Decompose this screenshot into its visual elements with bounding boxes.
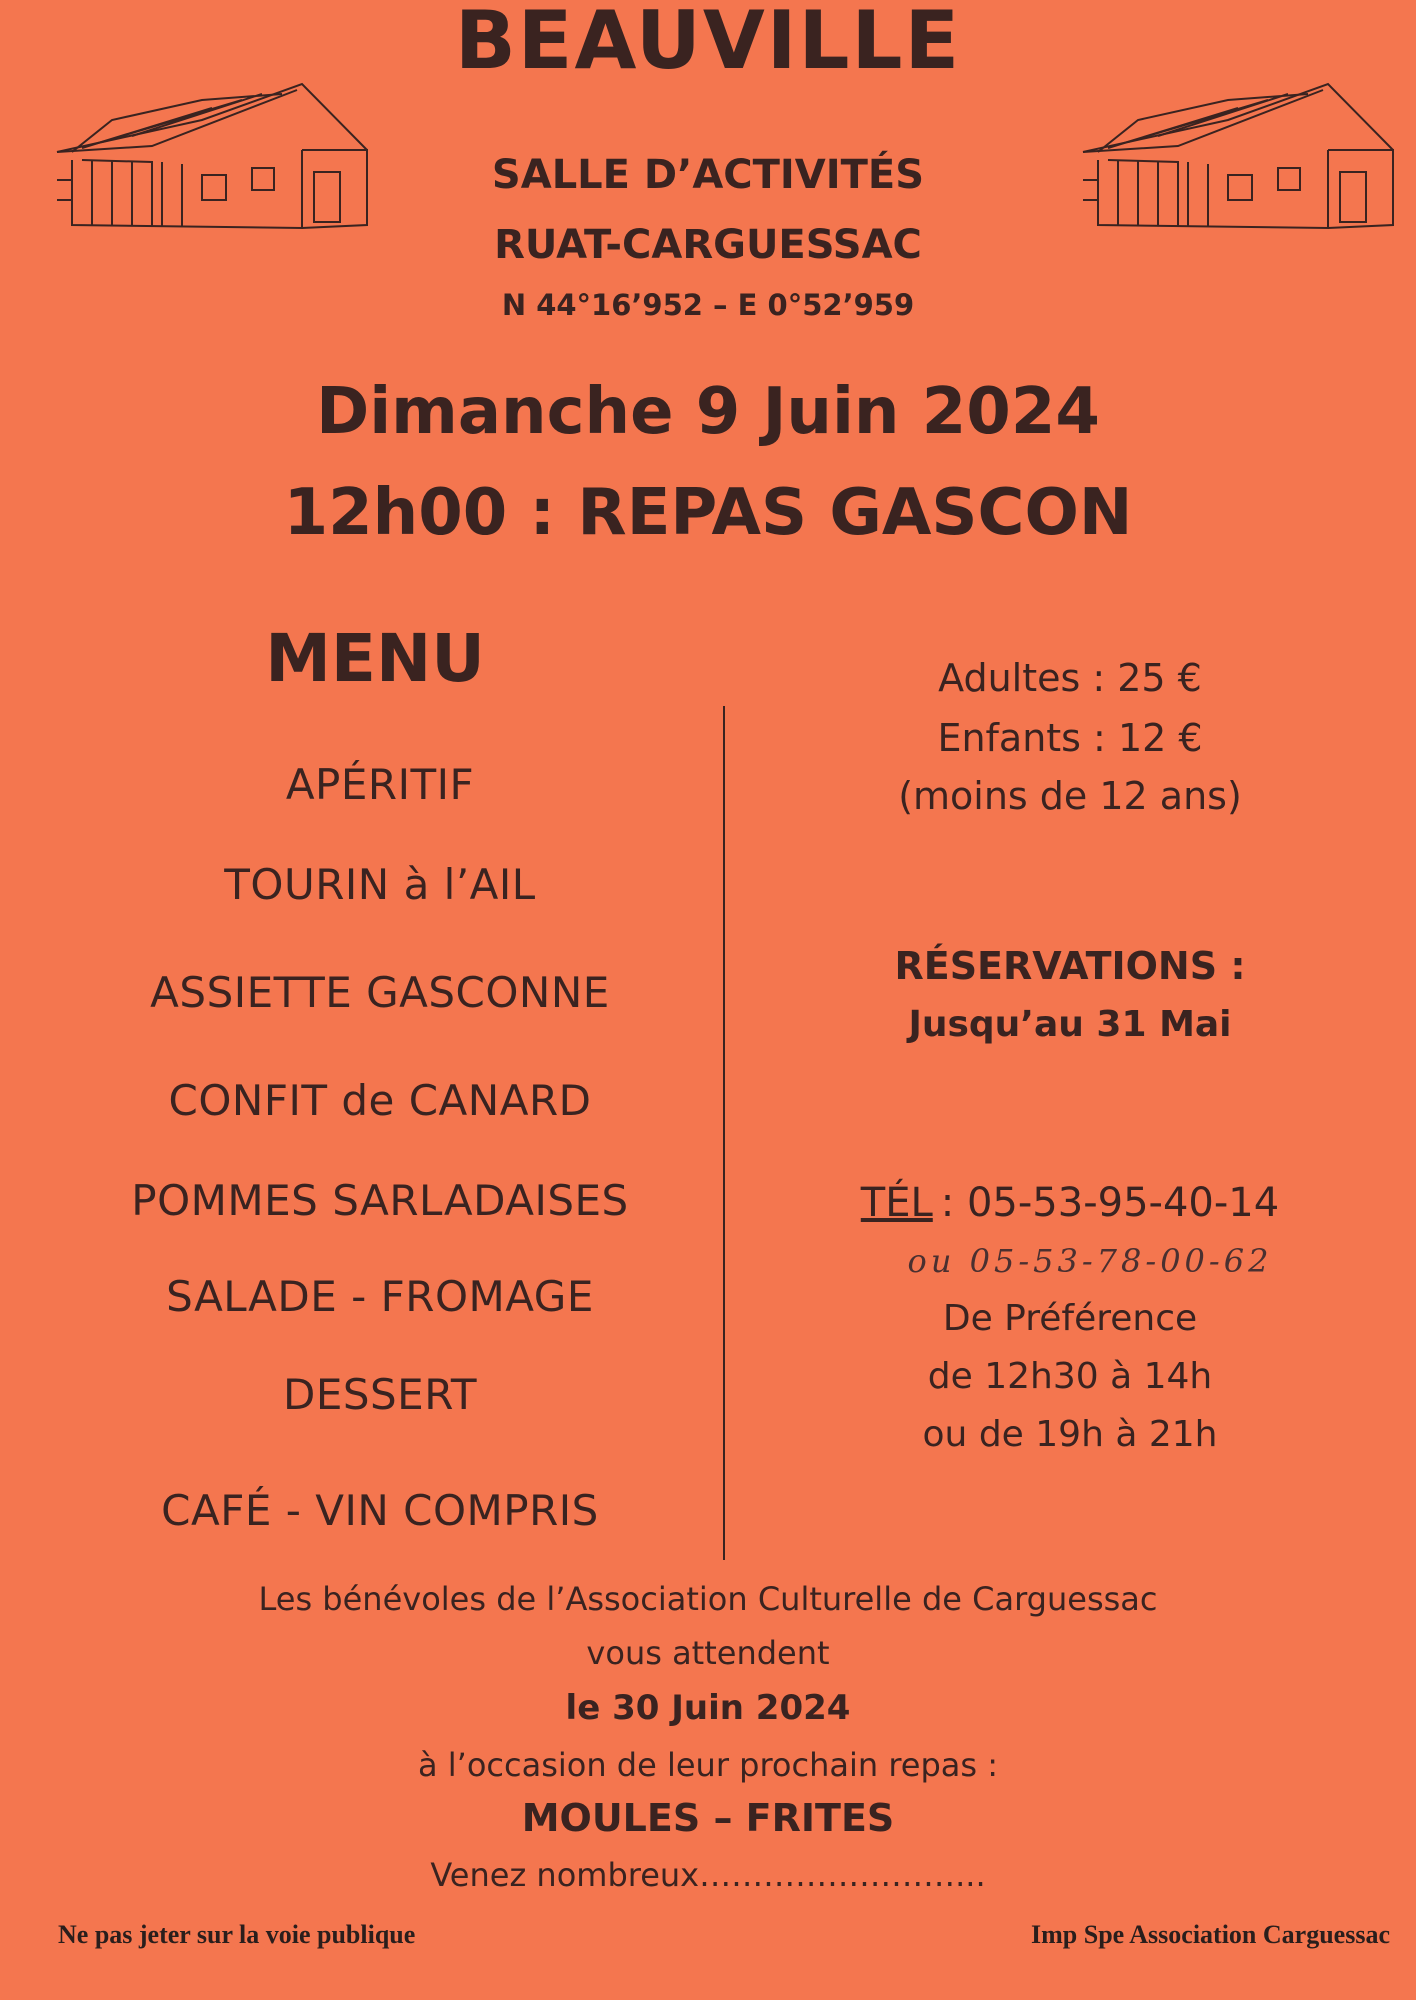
tel-number: : 05-53-95-40-14	[940, 1180, 1280, 1226]
printer-credit: Imp Spe Association Carguessac	[1031, 1920, 1390, 1949]
reservations-deadline: Jusqu’au 31 Mai	[908, 1004, 1232, 1045]
town-title: BEAUVILLE	[454, 0, 962, 87]
preference-line: De Préférence	[942, 1298, 1198, 1339]
footer-next-menu: MOULES – FRITES	[521, 1796, 895, 1840]
column-divider	[723, 706, 725, 1560]
menu-title: MENU	[265, 620, 485, 697]
price-children: Enfants : 12 €	[937, 716, 1203, 760]
telephone-line	[750, 1180, 1390, 1226]
menu-item: ASSIETTE GASCONNE	[150, 968, 610, 1017]
reservations-title: RÉSERVATIONS :	[894, 944, 1246, 988]
footer-invite: Venez nombreux……………………...	[430, 1856, 986, 1894]
menu-item: APÉRITIF	[285, 760, 475, 809]
price-children-note: (moins de 12 ans)	[898, 774, 1242, 818]
menu-item: CONFIT de CANARD	[168, 1076, 592, 1125]
menu-item: POMMES SARLADAISES	[131, 1176, 629, 1225]
preference-hours-2: ou de 19h à 21h	[922, 1414, 1218, 1455]
tel-label: TÉL	[860, 1180, 933, 1226]
event-time-title: 12h00 : REPAS GASCON	[283, 476, 1133, 550]
gps-coordinates: N 44°16’952 – E 0°52’959	[501, 288, 915, 322]
footer-next-date: le 30 Juin 2024	[565, 1688, 851, 1728]
footer-next-meal: à l’occasion de leur prochain repas :	[417, 1746, 999, 1784]
venue-name: SALLE D’ACTIVITÉS	[491, 152, 925, 198]
menu-item: SALADE - FROMAGE	[166, 1272, 594, 1321]
price-adults: Adultes : 25 €	[938, 656, 1202, 700]
venue-location: RUAT-CARGUESSAC	[494, 222, 922, 268]
menu-item: DESSERT	[282, 1370, 478, 1419]
disposal-notice: Ne pas jeter sur la voie publique	[58, 1920, 416, 1949]
preference-hours-1: de 12h30 à 14h	[927, 1356, 1213, 1397]
handwritten-alt-number: ou 05-53-78-00-62	[907, 1242, 1273, 1280]
footer-association: Les bénévoles de l’Association Culturelle de Carguessac	[258, 1580, 1158, 1618]
event-date: Dimanche 9 Juin 2024	[316, 375, 1100, 449]
footer-await: vous attendent	[586, 1634, 830, 1672]
menu-item: CAFÉ - VIN COMPRIS	[161, 1486, 599, 1535]
menu-item: TOURIN à l’AIL	[224, 860, 536, 909]
